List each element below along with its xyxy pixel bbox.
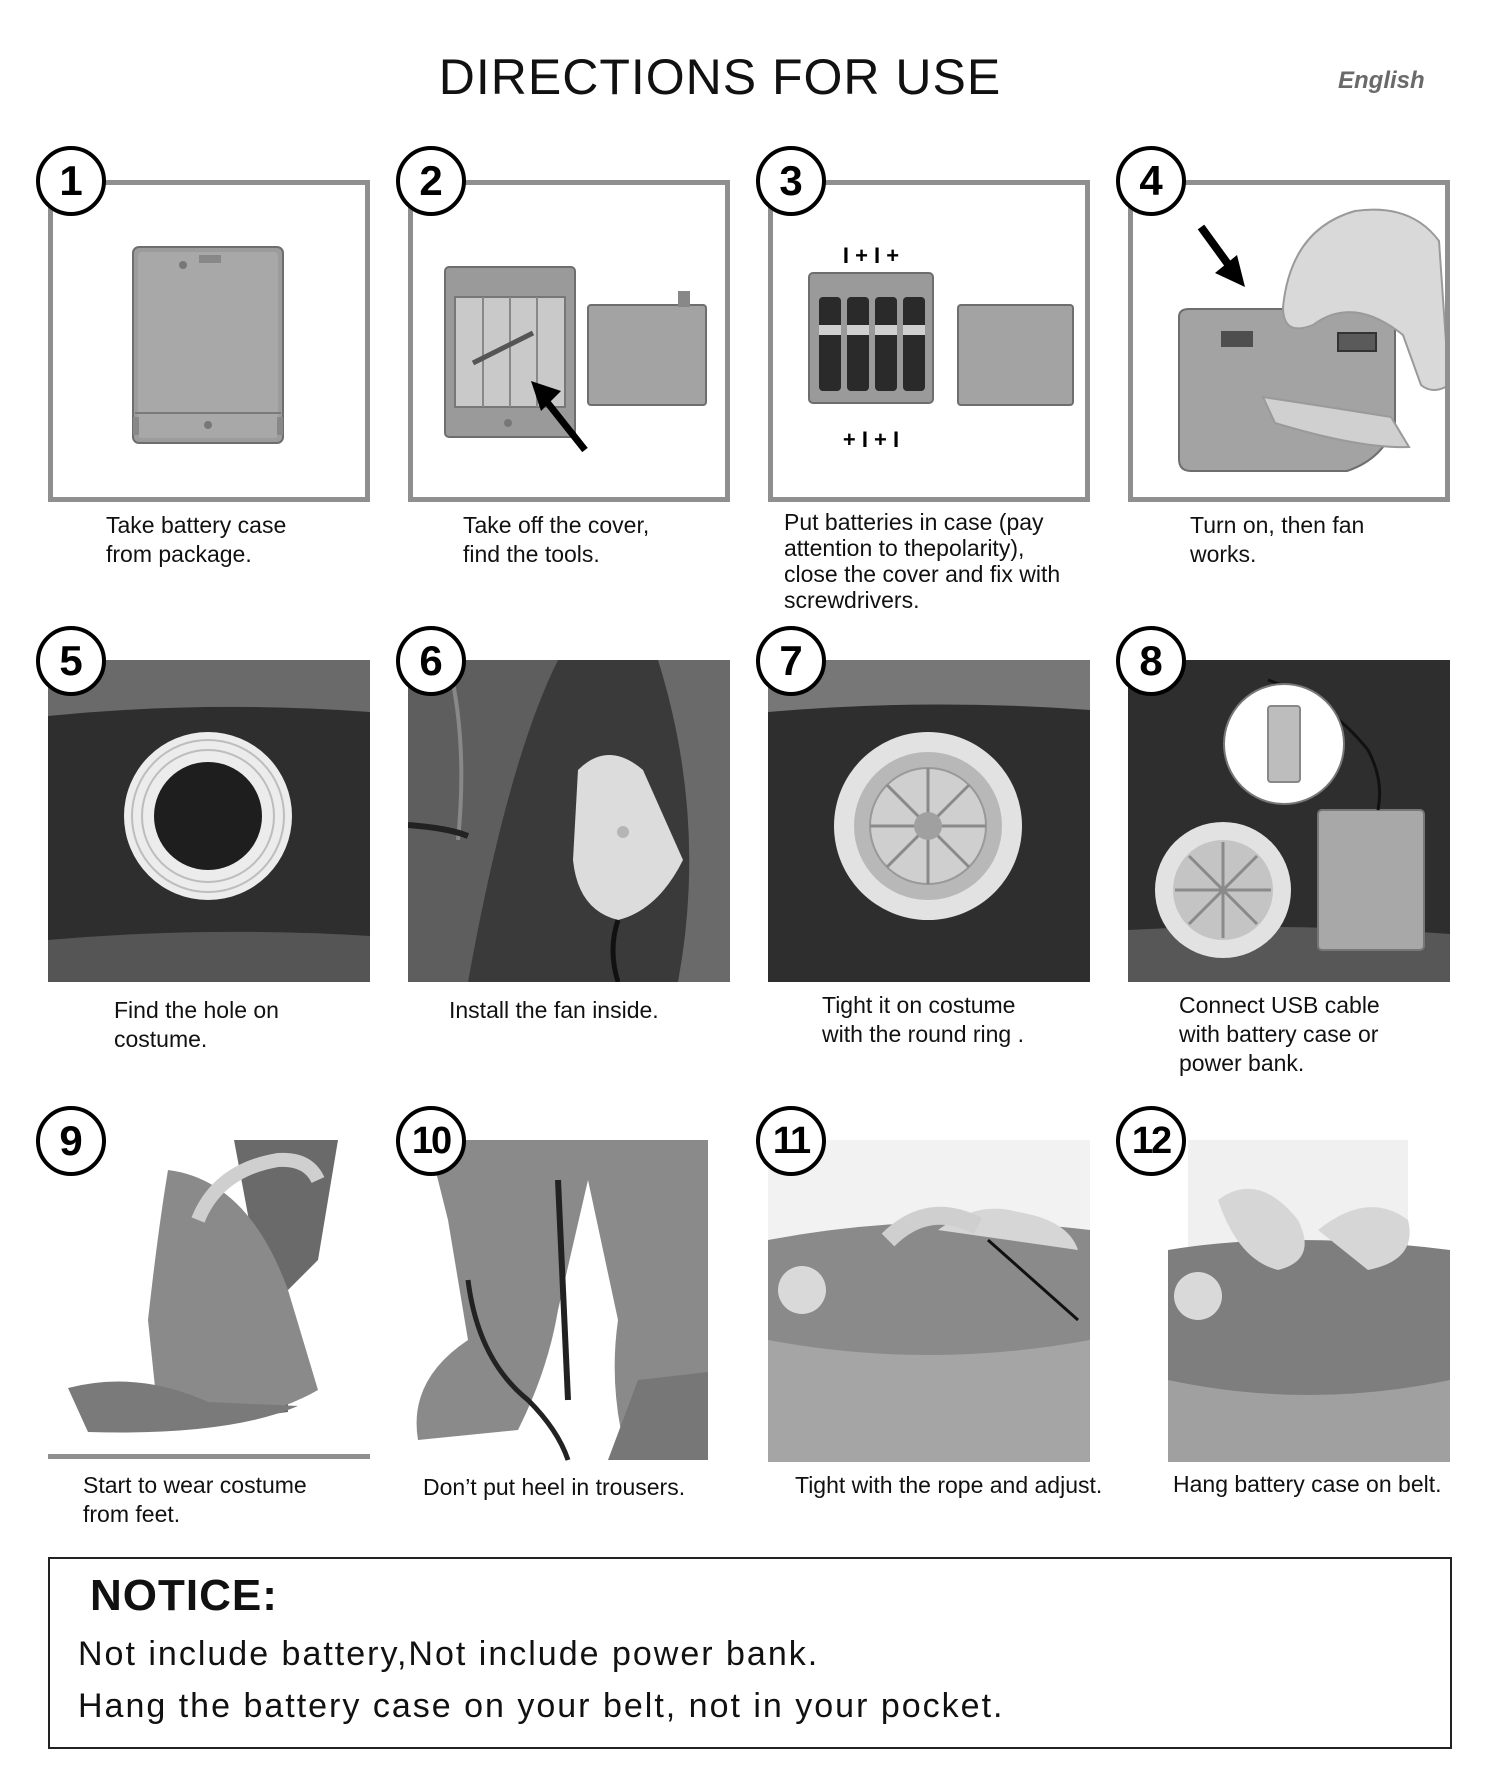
step-7-image [768, 660, 1090, 982]
polarity-top: I + I + [842, 243, 900, 268]
step-3-image [768, 180, 1090, 502]
step-6-number: 6 [396, 626, 466, 696]
step-5-number: 5 [36, 626, 106, 696]
switch-on-illustration [1133, 185, 1450, 502]
step-8-caption: Connect USB cable with battery case or power bank. [1179, 992, 1380, 1076]
step-7-number: 7 [756, 626, 826, 696]
batteries-in-case-illustration [773, 185, 1090, 502]
step-9-caption: Start to wear costume from feet. [83, 1472, 307, 1527]
usb-connection-photo [1128, 660, 1450, 982]
step-10-image [408, 1140, 730, 1462]
step-9-image [48, 1140, 370, 1462]
fan-inside-costume-photo [408, 660, 730, 982]
step-2-caption: Take off the cover, find the tools. [463, 512, 650, 567]
notice-title: NOTICE: [90, 1571, 278, 1620]
step-1-image [48, 180, 370, 502]
fan-ring-mounted-photo [768, 660, 1090, 982]
legs-in-costume-photo [408, 1140, 730, 1462]
page-title: DIRECTIONS FOR USE [438, 49, 1002, 105]
step-12-number: 12 [1116, 1106, 1186, 1176]
step-6-caption: Install the fan inside. [449, 997, 659, 1023]
step-3-number: 3 [756, 146, 826, 216]
step-11-caption: Tight with the rope and adjust. [795, 1472, 1103, 1498]
battery-on-belt-photo [1128, 1140, 1450, 1462]
step-10-number: 10 [396, 1106, 466, 1176]
step-2-image [408, 180, 730, 502]
polarity-bottom: + I + I [842, 427, 900, 452]
notice-line-1: Not include battery,Not include power bank. [78, 1635, 820, 1673]
battery-case-open-illustration [413, 185, 730, 502]
step-4-image [1128, 180, 1450, 502]
step-1-caption: Take battery case from package. [106, 512, 287, 567]
step-1-number: 1 [36, 146, 106, 216]
step-11-image [768, 1140, 1090, 1462]
step-2-number: 2 [396, 146, 466, 216]
step-8-image [1128, 660, 1450, 982]
wearing-costume-photo [48, 1140, 370, 1462]
step-3-caption: Put batteries in case (pay attention to thepolarity), close the cover and fix with screwdrivers. [784, 509, 1061, 613]
battery-case-closed-illustration [53, 185, 370, 502]
step-4-caption: Turn on, then fan works. [1190, 512, 1365, 567]
notice-box [48, 1557, 1452, 1749]
language-label: English [1338, 67, 1425, 94]
step-12-caption: Hang battery case on belt. [1173, 1471, 1442, 1497]
tighten-rope-photo [768, 1140, 1090, 1462]
step-4-number: 4 [1116, 146, 1186, 216]
notice-line-2: Hang the battery case on your belt, not in your pocket. [78, 1687, 1005, 1725]
step-12-image [1128, 1140, 1450, 1462]
step-5-image [48, 660, 370, 982]
step-9-number: 9 [36, 1106, 106, 1176]
step-10-caption: Don’t put heel in trousers. [423, 1474, 686, 1500]
step-7-caption: Tight it on costume with the round ring . [822, 992, 1025, 1047]
costume-hole-photo [48, 660, 370, 982]
step-11-number: 11 [756, 1106, 826, 1176]
step-8-number: 8 [1116, 626, 1186, 696]
step-6-image [408, 660, 730, 982]
step-5-caption: Find the hole on costume. [114, 997, 279, 1052]
